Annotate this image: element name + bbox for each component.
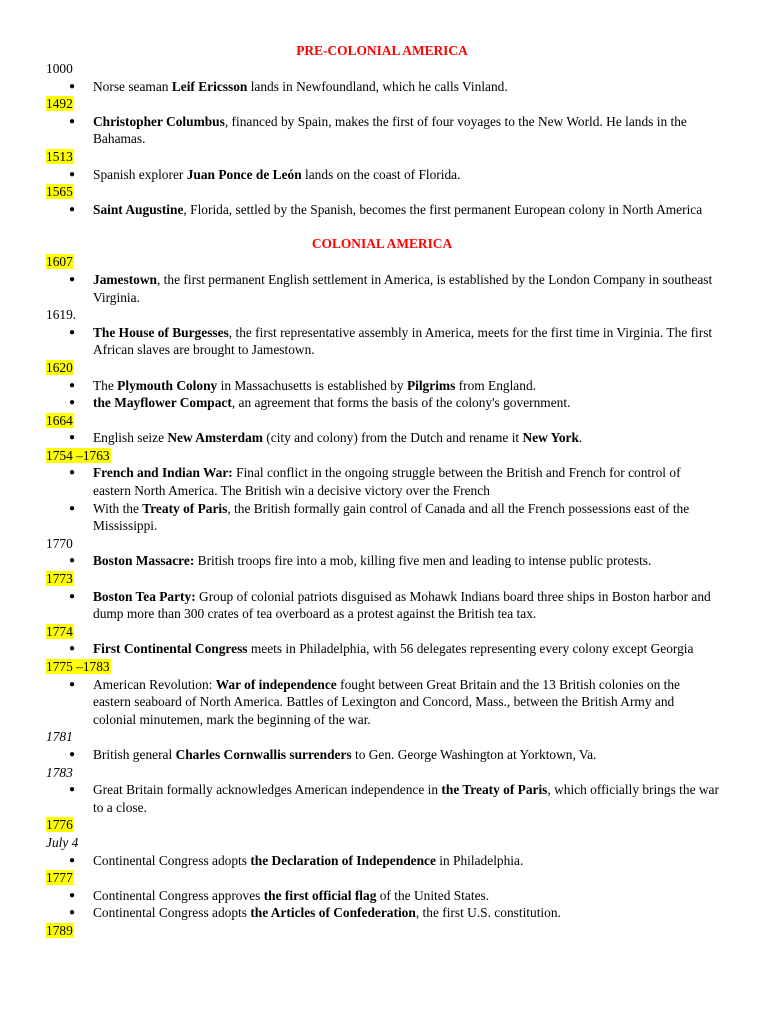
- date-text: 1777: [46, 870, 73, 886]
- bullet-icon: ●: [69, 889, 76, 901]
- event-item: [46, 464, 726, 499]
- event-bold-text: Jamestown: [93, 271, 157, 287]
- date-label-1607: [46, 253, 726, 271]
- date-text: 1000: [46, 61, 73, 76]
- event-list: [46, 552, 726, 570]
- event-text: With the: [93, 500, 143, 516]
- event-text: American Revolution:: [93, 676, 216, 692]
- bullet-icon: ●: [69, 678, 76, 690]
- event-text: .: [578, 430, 583, 446]
- date-text: 1607: [46, 254, 73, 270]
- event-item: [46, 887, 726, 905]
- event-bold-text: Christopher Columbus: [93, 113, 225, 129]
- event-text: in Philadelphia.: [435, 852, 524, 868]
- bullet-icon: ●: [69, 784, 76, 796]
- event-bold-text: the Articles of Confederation: [250, 905, 416, 921]
- bullet-icon: ●: [69, 590, 76, 602]
- bullet-icon: ●: [69, 273, 76, 285]
- event-bold-text: New Amsterdam: [167, 430, 263, 446]
- event-list: [46, 781, 726, 816]
- event-bold-text: Juan Ponce de León: [186, 166, 302, 182]
- event-bold-text: Treaty of Paris: [142, 500, 228, 516]
- event-item: [46, 113, 726, 148]
- event-bold-text: the Mayflower Compact: [93, 395, 232, 411]
- event-item: [46, 904, 726, 922]
- bullet-icon: ●: [69, 379, 76, 391]
- event-bold-text: Pilgrims: [406, 377, 456, 393]
- date-label-1754-1763: [46, 447, 726, 465]
- date-text: 1664: [46, 412, 73, 428]
- event-list: [46, 588, 726, 623]
- event-text: , the first permanent English settlement in America, is established by the London Company in southeast Virginia.: [93, 271, 713, 305]
- date-label-1619: [46, 306, 726, 324]
- event-item: [46, 746, 726, 764]
- event-item: [46, 676, 726, 729]
- date-label-july-4: [46, 834, 726, 852]
- event-text: , the first representative assembly in America, meets for the first time in Virginia. The first African slaves are brought to Jamestown.: [93, 324, 713, 358]
- event-list: [46, 640, 726, 658]
- date-label-1783: [46, 764, 726, 782]
- date-text: 1789: [46, 922, 73, 938]
- event-text: from England.: [455, 377, 536, 393]
- document-page: [46, 42, 726, 940]
- event-text: British troops fire into a mob, killing five men and leading to intense public protests.: [194, 553, 652, 569]
- bullet-icon: ●: [69, 467, 76, 479]
- event-item: [46, 394, 726, 412]
- date-text: 1775 –1783: [46, 659, 110, 674]
- event-item: [46, 201, 726, 219]
- event-list: [46, 676, 726, 729]
- date-label-1620: [46, 359, 726, 377]
- bullet-icon: ●: [69, 854, 76, 866]
- event-text: English seize: [93, 430, 168, 446]
- event-text: , an agreement that forms the basis of the colony's government.: [231, 395, 571, 411]
- event-bold-text: Leif Ericsson: [171, 78, 248, 94]
- date-label-1774: [46, 623, 726, 641]
- event-item: [46, 271, 726, 306]
- date-label-1492: [46, 95, 726, 113]
- date-text: 1619.: [46, 307, 77, 323]
- event-item: [46, 500, 726, 535]
- event-text: meets in Philadelphia, with 56 delegates representing every colony except Georgia: [247, 641, 694, 657]
- event-text: Final conflict in the ongoing struggle between the British and French for control of eastern North America. The British win a decisive victory over the French: [93, 465, 681, 499]
- event-list: [46, 377, 726, 412]
- event-list: [46, 464, 726, 534]
- event-bold-text: the Declaration of Independence: [250, 852, 436, 868]
- event-item: [46, 552, 726, 570]
- bullet-icon: ●: [69, 643, 76, 655]
- bullet-icon: ●: [69, 397, 76, 409]
- event-text: Group of colonial patriots disguised as Mohawk Indians board three ships in Boston harbor and dump more than 300 crates of tea overboard as a protest against the British tea tax.: [93, 588, 711, 622]
- event-list: [46, 113, 726, 148]
- event-bold-text: New York: [522, 430, 579, 446]
- event-item: [46, 166, 726, 184]
- bullet-icon: ●: [69, 203, 76, 215]
- date-text: 1565: [46, 184, 73, 200]
- event-list: [46, 887, 726, 922]
- bullet-icon: ●: [69, 907, 76, 919]
- event-bold-text: French and Indian War:: [93, 465, 233, 481]
- date-label-1000: [46, 60, 726, 78]
- event-item: [46, 781, 726, 816]
- event-text: , financed by Spain, makes the first of four voyages to the New World. He lands in the Bahamas.: [93, 113, 687, 147]
- event-bold-text: The House of Burgesses: [93, 324, 229, 340]
- event-item: [46, 429, 726, 447]
- section-heading: PRE-COLONIAL AMERICA: [296, 43, 468, 58]
- event-text: , the first U.S. constitution.: [415, 905, 561, 921]
- bullet-icon: ●: [69, 502, 76, 514]
- event-text: British general: [93, 746, 176, 762]
- event-text: lands on the coast of Florida.: [301, 166, 461, 182]
- date-label-1773: [46, 570, 726, 588]
- bullet-icon: ●: [69, 326, 76, 338]
- event-bold-text: Boston Tea Party:: [93, 588, 196, 604]
- event-item: [46, 852, 726, 870]
- event-list: [46, 324, 726, 359]
- date-text: July 4: [46, 834, 79, 850]
- event-text: Continental Congress approves: [93, 887, 264, 903]
- bullet-icon: ●: [69, 168, 76, 180]
- bullet-icon: ●: [69, 432, 76, 444]
- bullet-icon: ●: [69, 555, 76, 567]
- event-list: [46, 166, 726, 184]
- event-item: [46, 377, 726, 395]
- event-list: [46, 78, 726, 96]
- date-text: 1773: [46, 571, 73, 587]
- event-text: fought between Great Britain and the 13 British colonies on the eastern seaboard of North America. Battles of Lexington and Concord, Mass., between the British Army and colonial minutemen, mark the beginning of the war.: [93, 676, 681, 727]
- event-item: [46, 588, 726, 623]
- event-text: , Florida, settled by the Spanish, becomes the first permanent European colony in North America: [183, 201, 703, 217]
- event-item: [46, 78, 726, 96]
- date-label-1777: [46, 869, 726, 887]
- event-list: [46, 746, 726, 764]
- event-text: , the British formally gain control of Canada and all the French possessions east of the Mississippi.: [93, 500, 690, 534]
- event-bold-text: the first official flag: [263, 887, 377, 903]
- date-label-1781: [46, 728, 726, 746]
- event-text: of the United States.: [376, 887, 490, 903]
- date-text: 1770: [46, 535, 73, 551]
- event-bold-text: First Continental Congress: [93, 641, 248, 657]
- section-heading: COLONIAL AMERICA: [311, 236, 453, 252]
- date-text: 1781: [46, 729, 73, 745]
- event-text: Norse seaman: [93, 78, 172, 94]
- event-text: Great Britain formally acknowledges American independence in: [93, 782, 442, 798]
- event-text: in Massachusetts is established by: [217, 377, 407, 393]
- event-text: The: [93, 377, 118, 393]
- date-label-1776: [46, 816, 726, 834]
- event-text: Continental Congress adopts: [93, 905, 251, 921]
- date-label-1770: [46, 535, 726, 553]
- date-label-1565: [46, 183, 726, 201]
- event-list: [46, 429, 726, 447]
- event-text: lands in Newfoundland, which he calls Vinland.: [247, 78, 508, 94]
- event-list: [46, 271, 726, 306]
- date-text: 1492: [46, 96, 73, 112]
- date-label-1775-1783: [46, 658, 726, 676]
- event-text: Continental Congress adopts: [93, 852, 251, 868]
- event-item: [46, 640, 726, 658]
- event-bold-text: Saint Augustine: [93, 201, 184, 217]
- bullet-icon: ●: [69, 80, 76, 92]
- event-bold-text: Plymouth Colony: [117, 377, 218, 393]
- date-text: 1754 –1763: [46, 447, 110, 463]
- date-text: 1783: [46, 764, 73, 780]
- date-text: 1776: [46, 817, 73, 833]
- date-label-1789: [46, 922, 726, 940]
- date-text: 1513: [46, 148, 73, 164]
- event-text: , which officially brings the war to a close.: [93, 782, 719, 815]
- event-bold-text: War of independence: [215, 676, 337, 692]
- event-bold-text: Charles Cornwallis surrenders: [175, 746, 352, 762]
- event-bold-text: Boston Massacre:: [93, 553, 195, 569]
- event-text: Spanish explorer: [93, 166, 187, 182]
- timeline-document: [46, 42, 726, 940]
- date-label-1664: [46, 412, 726, 430]
- event-bold-text: the Treaty of Paris: [441, 782, 548, 798]
- date-label-1513: [46, 148, 726, 166]
- event-text: to Gen. George Washington at Yorktown, Va.: [351, 746, 597, 762]
- event-item: [46, 324, 726, 359]
- event-text: (city and colony) from the Dutch and rename it: [262, 430, 523, 446]
- bullet-icon: ●: [69, 115, 76, 127]
- event-list: [46, 852, 726, 870]
- date-text: 1774: [46, 623, 73, 639]
- event-list: [46, 201, 726, 219]
- bullet-icon: ●: [69, 748, 76, 760]
- date-text: 1620: [46, 359, 73, 375]
